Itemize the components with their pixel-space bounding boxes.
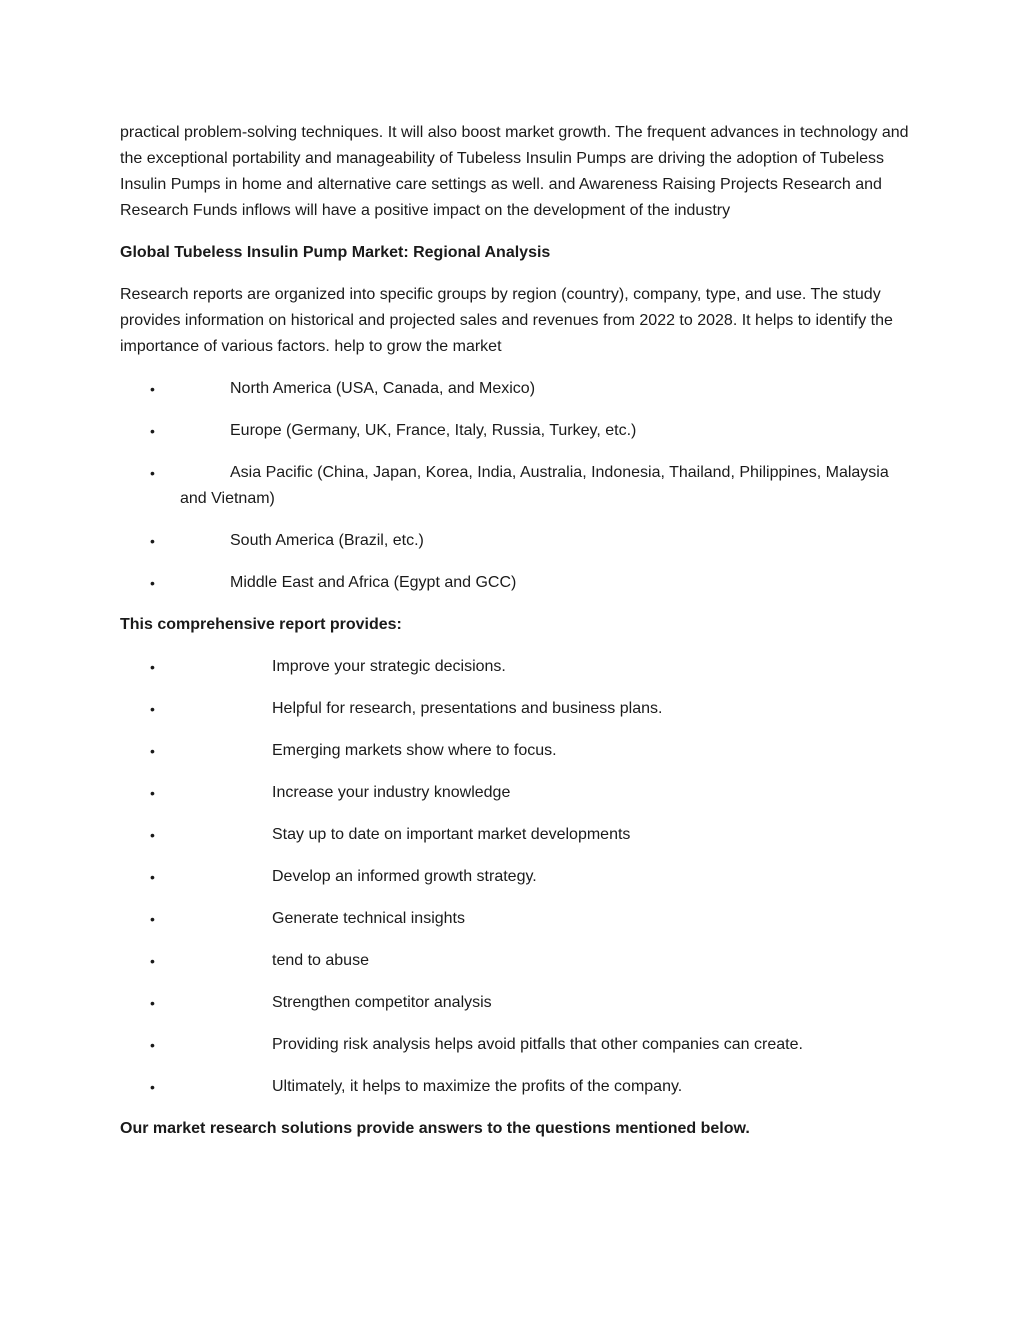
bullet-icon: •: [150, 995, 155, 1011]
bullet-icon: •: [150, 533, 155, 549]
region-text: South America (Brazil, etc.): [230, 532, 424, 549]
region-text: Middle East and Africa (Egypt and GCC): [230, 574, 517, 591]
bullet-icon: •: [150, 465, 155, 481]
provides-text: Providing risk analysis helps avoid pitfalls that other companies can create.: [272, 1036, 803, 1053]
provides-text: Strengthen competitor analysis: [272, 994, 492, 1011]
list-item: [120, 418, 910, 444]
region-text: North America (USA, Canada, and Mexico): [230, 380, 536, 397]
provides-text: Develop an informed growth strategy.: [272, 868, 537, 885]
page-content: [120, 120, 910, 1158]
provides-list: [120, 654, 910, 1100]
closing-heading: Our market research solutions provide answers to the questions mentioned below.: [120, 1120, 750, 1137]
region-list: [120, 376, 910, 596]
list-item: [120, 570, 910, 596]
bullet-icon: •: [150, 423, 155, 439]
provides-text: Improve your strategic decisions.: [272, 658, 506, 675]
provides-text: Stay up to date on important market developments: [272, 826, 631, 843]
list-item: [120, 864, 910, 890]
list-item: [120, 528, 910, 554]
list-item: [120, 1074, 910, 1100]
list-item: [120, 738, 910, 764]
intro-paragraph: practical problem-solving techniques. It will also boost market growth. The frequent advances in technology and the exceptional portability and manageability of Tubeless Insulin Pumps are driving the adoption of Tubeless Insulin Pumps in home and alternative care settings as well. and Awareness Raising Projects Research and Research Funds inflows will have a positive impact on the development of the industry: [120, 124, 909, 219]
bullet-icon: •: [150, 1037, 155, 1053]
provides-text: Helpful for research, presentations and business plans.: [272, 700, 663, 717]
bullet-icon: •: [150, 785, 155, 801]
bullet-icon: •: [150, 659, 155, 675]
list-item: [120, 1032, 910, 1058]
provides-text: Generate technical insights: [272, 910, 465, 927]
list-item: [120, 696, 910, 722]
region-text: Europe (Germany, UK, France, Italy, Russia, Turkey, etc.): [230, 422, 637, 439]
bullet-icon: •: [150, 575, 155, 591]
list-item: [120, 780, 910, 806]
provides-text: Increase your industry knowledge: [272, 784, 511, 801]
list-item: [120, 376, 910, 402]
regional-analysis-heading: Global Tubeless Insulin Pump Market: Regional Analysis: [120, 244, 551, 261]
bullet-icon: •: [150, 381, 155, 397]
provides-text: Emerging markets show where to focus.: [272, 742, 557, 759]
list-item: [120, 822, 910, 848]
bullet-icon: •: [150, 701, 155, 717]
list-item: [120, 654, 910, 680]
bullet-icon: •: [150, 827, 155, 843]
provides-text: tend to abuse: [272, 952, 369, 969]
bullet-icon: •: [150, 869, 155, 885]
list-item: [120, 906, 910, 932]
bullet-icon: •: [150, 911, 155, 927]
region-text: Asia Pacific (China, Japan, Korea, India, Australia, Indonesia, Thailand, Philippines, Malaysia and Vietnam): [180, 464, 889, 507]
list-item: [120, 948, 910, 974]
regional-analysis-paragraph: Research reports are organized into specific groups by region (country), company, type, and use. The study provides information on historical and projected sales and revenues from 2022 to 2028. It helps to identify the importance of various factors. help to grow the market: [120, 286, 893, 355]
bullet-icon: •: [150, 953, 155, 969]
report-provides-heading: This comprehensive report provides:: [120, 616, 402, 633]
bullet-icon: •: [150, 743, 155, 759]
list-item: [120, 460, 910, 512]
bullet-icon: •: [150, 1079, 155, 1095]
provides-text: Ultimately, it helps to maximize the profits of the company.: [272, 1078, 683, 1095]
list-item: [120, 990, 910, 1016]
